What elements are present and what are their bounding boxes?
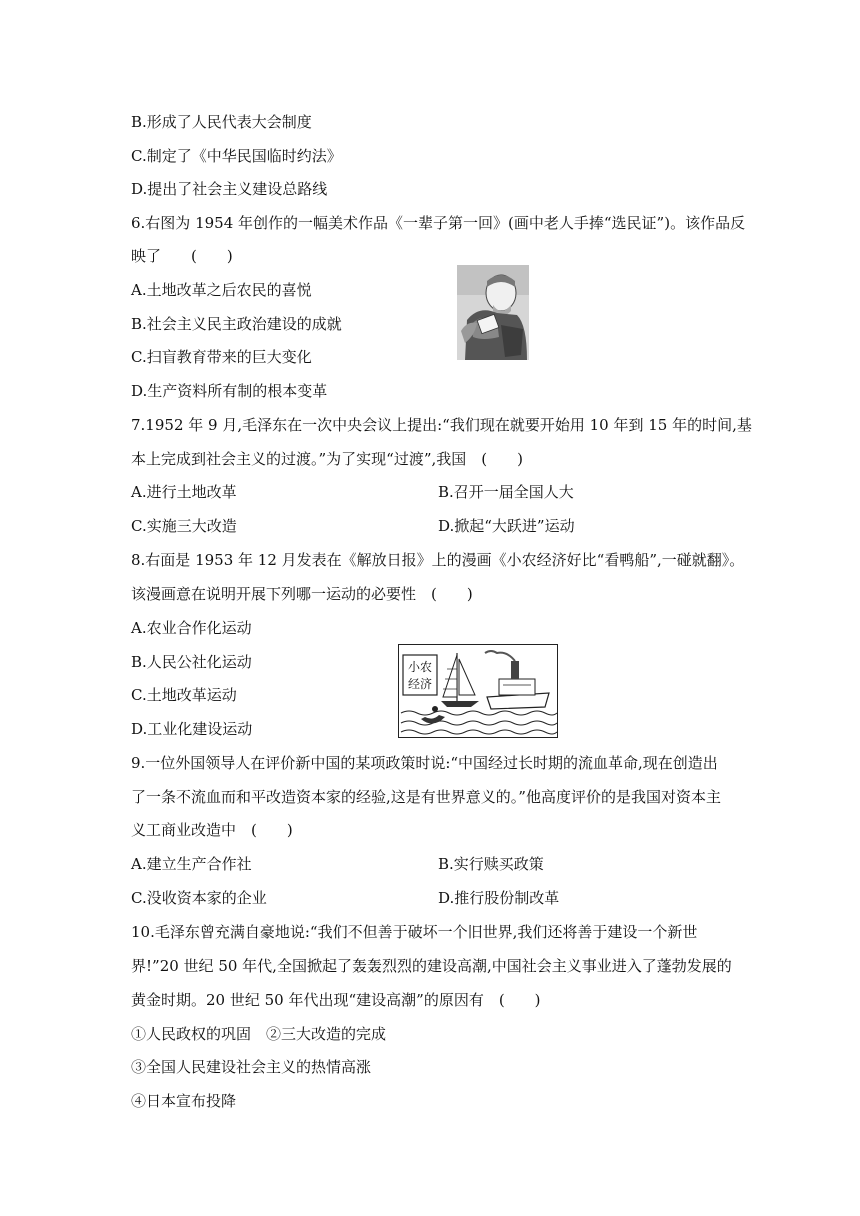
q10-item-4: ④日本宣布投降 xyxy=(131,1092,237,1110)
cartoon-label-bottom: 经济 xyxy=(407,677,433,691)
q7-option-a: A.进行土地改革 xyxy=(131,483,237,501)
q6-stem-line1: 6.右图为 1954 年创作的一幅美术作品《一辈子第一回》(画中老人手捧“选民证”)。该作品反 xyxy=(131,214,746,232)
q5-option-d: D.提出了社会主义建设总路线 xyxy=(131,180,328,198)
q8-stem-line2: 该漫画意在说明开展下列哪一运动的必要性 ( ) xyxy=(131,585,473,603)
q7-option-d: D.掀起“大跃进”运动 xyxy=(438,517,575,535)
q9-option-c: C.没收资本家的企业 xyxy=(131,889,267,907)
q8-option-b: B.人民公社化运动 xyxy=(131,653,252,671)
q10-item-3: ③全国人民建设社会主义的热情高涨 xyxy=(131,1058,372,1076)
q6-stem-line2: 映了 ( ) xyxy=(131,247,233,265)
q8-option-a: A.农业合作化运动 xyxy=(131,619,252,637)
q6-option-d: D.生产资料所有制的根本变革 xyxy=(131,382,328,400)
q8-option-c: C.土地改革运动 xyxy=(131,686,237,704)
q6-option-c: C.扫盲教育带来的巨大变化 xyxy=(131,348,312,366)
cartoon-label-top: 小农 xyxy=(407,660,433,674)
q9-stem-line3: 义工商业改造中 ( ) xyxy=(131,821,293,839)
q9-option-d: D.推行股份制改革 xyxy=(438,889,560,907)
q7-stem-line2: 本上完成到社会主义的过渡。”为了实现“过渡”,我国 ( ) xyxy=(131,450,523,468)
q6-artwork-image xyxy=(457,265,529,360)
q8-cartoon-image xyxy=(398,644,558,738)
q7-stem-line1: 7.1952 年 9 月,毛泽东在一次中央会议上提出:“我们现在就要开始用 10 年到 15 年的时间,基 xyxy=(131,416,752,434)
q8-option-d: D.工业化建设运动 xyxy=(131,720,253,738)
q5-option-c: C.制定了《中华民国临时约法》 xyxy=(131,147,342,165)
q9-option-b: B.实行赎买政策 xyxy=(438,855,544,873)
q5-option-b: B.形成了人民代表大会制度 xyxy=(131,113,312,131)
q6-option-a: A.土地改革之后农民的喜悦 xyxy=(131,281,312,299)
q9-stem-line2: 了一条不流血而和平改造资本家的经验,这是有世界意义的。”他高度评价的是我国对资本主 xyxy=(131,788,721,806)
q9-stem-line1: 9.一位外国领导人在评价新中国的某项政策时说:“中国经过长时期的流血革命,现在创造出 xyxy=(131,754,718,772)
q8-stem-line1: 8.右面是 1953 年 12 月发表在《解放日报》上的漫画《小农经济好比“看鸭船”,一碰就翻》。 xyxy=(131,551,745,569)
q9-option-a: A.建立生产合作社 xyxy=(131,855,252,873)
q6-option-b: B.社会主义民主政治建设的成就 xyxy=(131,315,342,333)
q7-option-b: B.召开一届全国人大 xyxy=(438,483,574,501)
q7-option-c: C.实施三大改造 xyxy=(131,517,237,535)
q10-stem-line2: 界!”20 世纪 50 年代,全国掀起了轰轰烈烈的建设高潮,中国社会主义事业进入了蓬勃发展的 xyxy=(131,957,732,975)
q10-stem-line1: 10.毛泽东曾充满自豪地说:“我们不但善于破坏一个旧世界,我们还将善于建设一个新世 xyxy=(131,923,698,941)
q10-items-1-2: ①人民政权的巩固 ②三大改造的完成 xyxy=(131,1025,387,1043)
q10-stem-line3: 黄金时期。20 世纪 50 年代出现“建设高潮”的原因有 ( ) xyxy=(131,991,541,1009)
